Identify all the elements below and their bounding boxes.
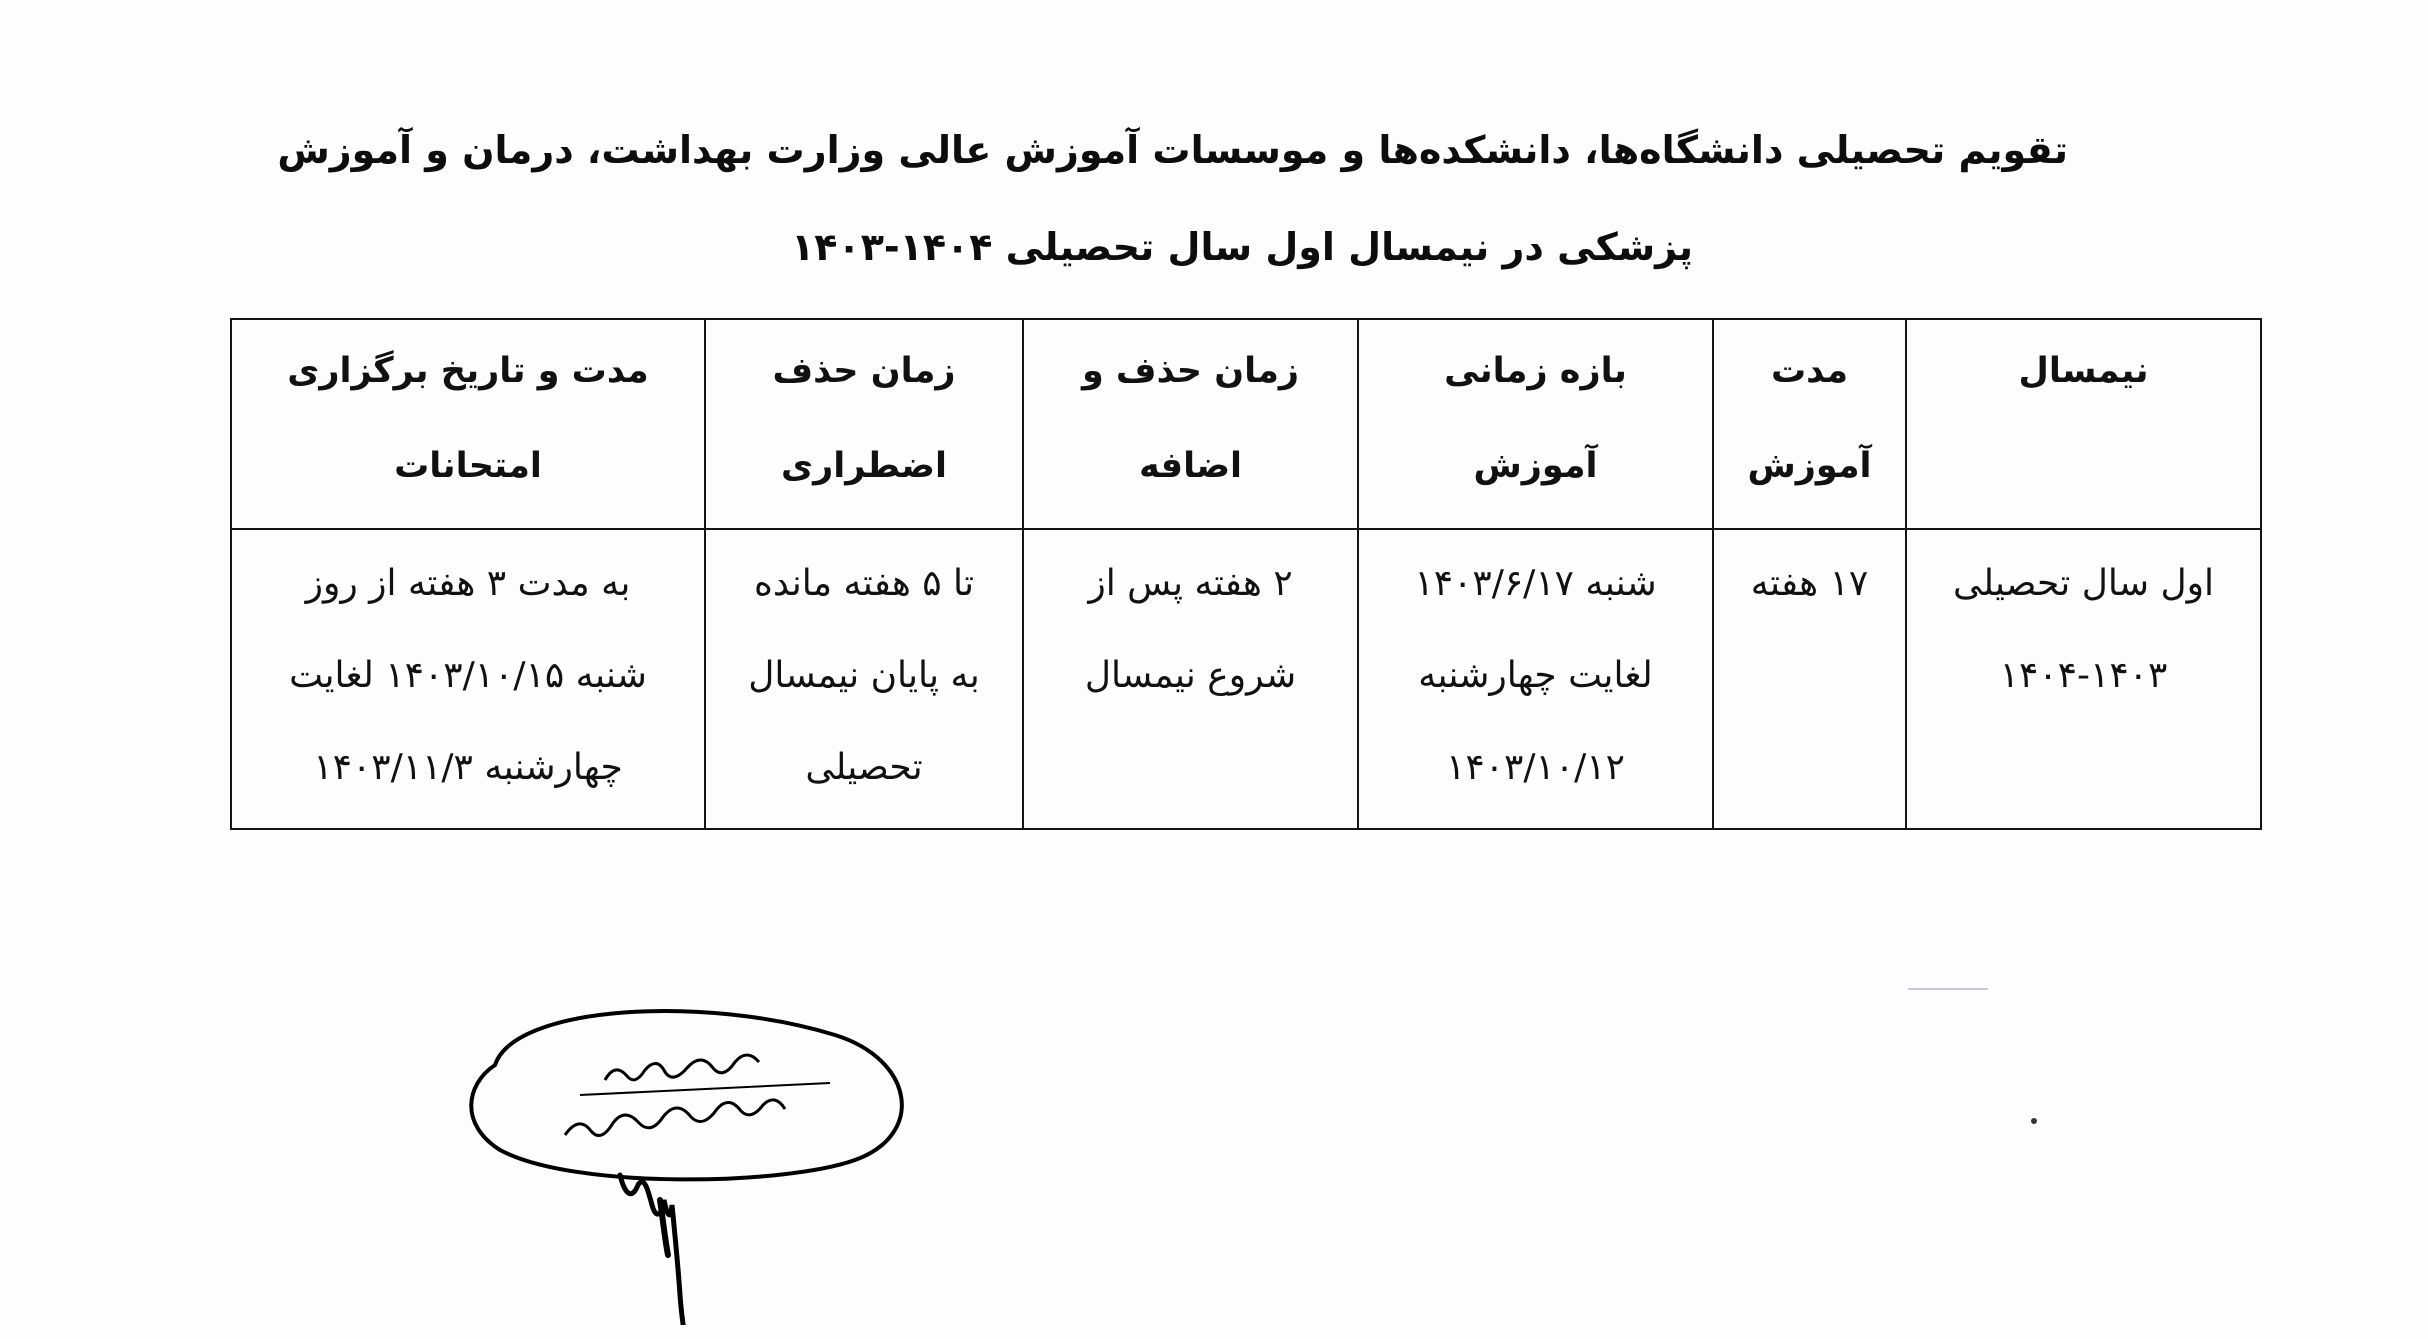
cell-period-line-2: لغایت چهارشنبه bbox=[1418, 655, 1653, 696]
scan-speck bbox=[2031, 1118, 2037, 1124]
cell-period-line-1: شنبه ۱۴۰۳/۶/۱۷ bbox=[1414, 563, 1657, 604]
table-row bbox=[231, 529, 2261, 829]
cell-period bbox=[1358, 529, 1713, 829]
cell-add-drop-line-1: ۲ هفته پس از bbox=[1088, 563, 1293, 604]
cell-semester-line-1: اول سال تحصیلی bbox=[1953, 563, 2214, 604]
cell-duration bbox=[1713, 529, 1906, 829]
header-emergency-drop-line-1: زمان حذف bbox=[772, 351, 956, 391]
cell-exams-line-3: چهارشنبه ۱۴۰۳/۱۱/۳ bbox=[313, 747, 623, 788]
academic-calendar-table bbox=[230, 318, 2262, 830]
cell-exams-line-2: شنبه ۱۴۰۳/۱۰/۱۵ لغایت bbox=[289, 655, 647, 696]
header-duration-line-2: آموزش bbox=[1747, 446, 1872, 486]
signature-oval bbox=[471, 1011, 902, 1179]
header-duration-line-1: مدت bbox=[1770, 351, 1849, 391]
cell-period-line-3: ۱۴۰۳/۱۰/۱۲ bbox=[1446, 747, 1625, 788]
header-add-drop bbox=[1023, 319, 1358, 529]
header-emergency-drop-line-2: اضطراری bbox=[781, 446, 947, 486]
document-title-line-2: پزشکی در نیمسال اول سال تحصیلی ۱۴۰۴-۱۴۰۳ bbox=[791, 225, 1693, 269]
header-exams-line-1: مدت و تاریخ برگزاری bbox=[287, 351, 649, 391]
header-add-drop-line-1: زمان حذف و bbox=[1081, 351, 1300, 391]
header-semester bbox=[1906, 319, 2261, 529]
cell-emergency-drop bbox=[705, 529, 1023, 829]
header-period bbox=[1358, 319, 1713, 529]
cell-semester-line-2: ۱۴۰۴-۱۴۰۳ bbox=[1999, 655, 2168, 696]
table-header-row bbox=[231, 319, 2261, 529]
header-exams bbox=[231, 319, 705, 529]
signature-stamp bbox=[455, 985, 925, 1325]
cell-semester bbox=[1906, 529, 2261, 829]
signature-title-stroke bbox=[565, 1100, 785, 1136]
header-period-line-1: بازه زمانی bbox=[1444, 351, 1627, 391]
document-title-line-1: تقویم تحصیلی دانشگاه‌ها، دانشکده‌ها و موسسات آموزش عالی وزارت بهداشت، درمان و آموزش bbox=[277, 128, 2068, 172]
scan-mark bbox=[1908, 988, 1988, 990]
cell-exams bbox=[231, 529, 705, 829]
cell-exams-line-1: به مدت ۳ هفته از روز bbox=[305, 563, 631, 604]
header-duration bbox=[1713, 319, 1906, 529]
header-semester-line-1: نیمسال bbox=[2018, 351, 2149, 391]
cell-duration-line-1: ۱۷ هفته bbox=[1750, 563, 1869, 604]
cell-emergency-drop-line-3: تحصیلی bbox=[805, 747, 923, 788]
cell-add-drop bbox=[1023, 529, 1358, 829]
header-exams-line-2: امتحانات bbox=[394, 446, 542, 486]
header-add-drop-line-2: اضافه bbox=[1138, 446, 1243, 486]
signature-scribble bbox=[620, 1175, 690, 1325]
cell-emergency-drop-line-1: تا ۵ هفته مانده bbox=[753, 563, 975, 604]
cell-add-drop-line-2: شروع نیمسال bbox=[1084, 655, 1297, 696]
header-period-line-2: آموزش bbox=[1473, 446, 1598, 486]
header-emergency-drop bbox=[705, 319, 1023, 529]
cell-emergency-drop-line-2: به پایان نیمسال bbox=[748, 655, 980, 696]
signature-name-stroke bbox=[605, 1055, 759, 1080]
